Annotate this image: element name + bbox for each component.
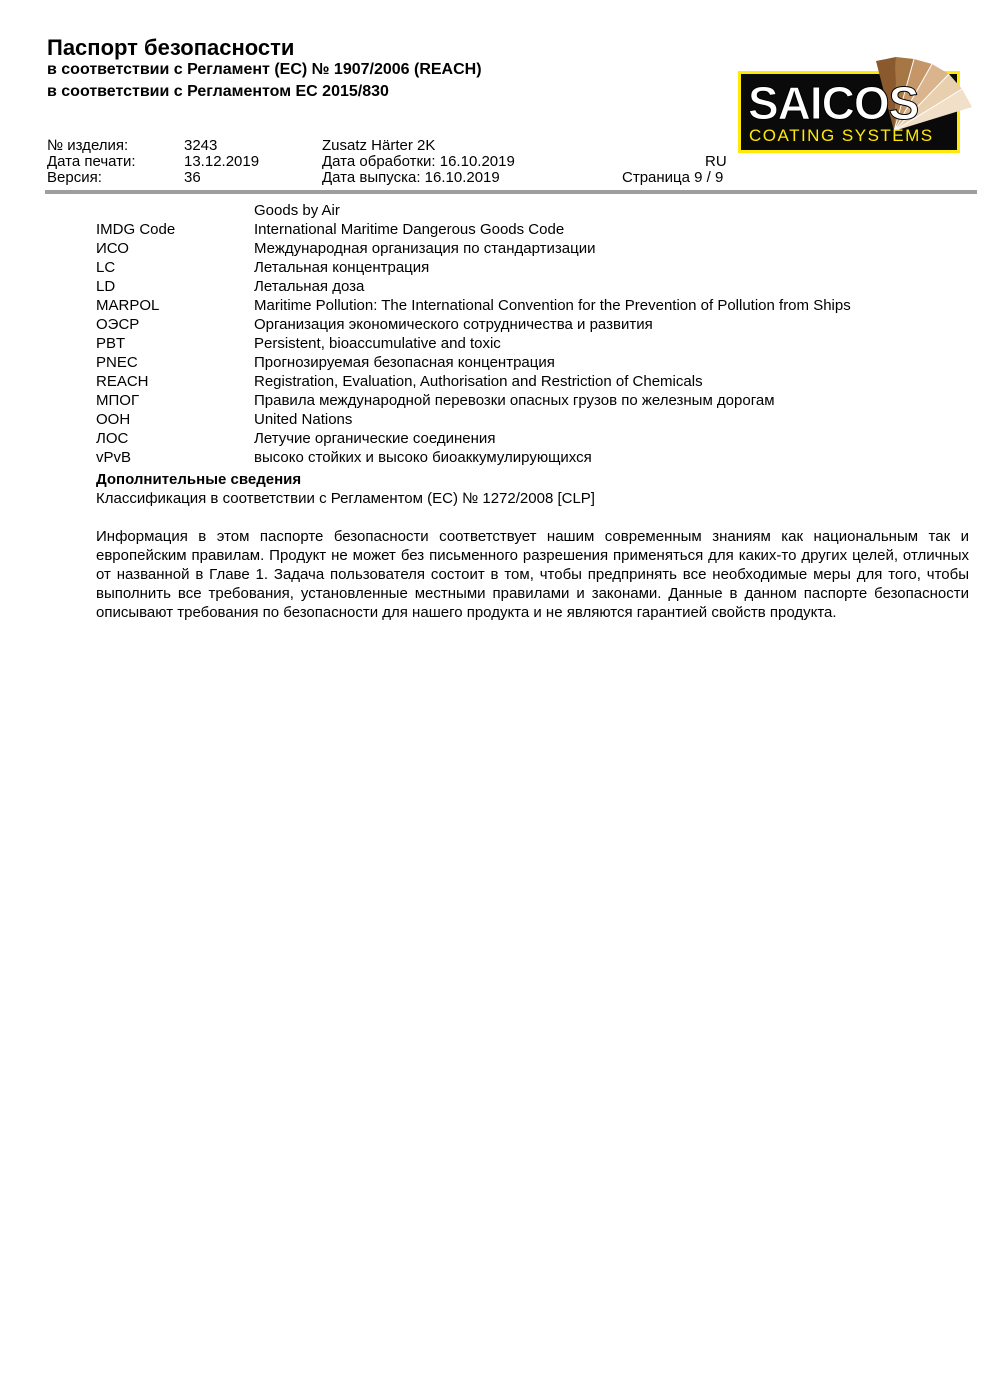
classification-text: Классификация в соответствии с Регламентом (ЕС) № 1272/2008 [CLP] <box>96 490 595 507</box>
header-divider <box>45 190 977 194</box>
print-date-label: Дата печати: <box>47 153 136 170</box>
additional-info-heading: Дополнительные сведения <box>96 471 302 488</box>
document-title: Паспорт безопасности <box>47 35 295 60</box>
page-number: Страница 9 / 9 <box>622 169 724 186</box>
regulation-subtitle-2015: в соответствии с Регламентом ЕС 2015/830 <box>47 83 389 100</box>
item-number-label: № изделия: <box>47 137 129 154</box>
item-number-value: 3243 <box>184 137 218 154</box>
product-name: Zusatz Härter 2K <box>322 137 436 154</box>
version-value: 36 <box>184 169 201 186</box>
saicos-logo <box>736 57 974 155</box>
logo-name: SAICOS <box>748 77 919 129</box>
regulation-subtitle-reach: в соответствии с Регламент (ЕС) № 1907/2006 (REACH) <box>47 61 482 78</box>
logo-tagline: COATING SYSTEMS <box>749 126 934 145</box>
processing-date: Дата обработки: 16.10.2019 <box>322 153 515 170</box>
print-date-value: 13.12.2019 <box>184 153 260 170</box>
language-code: RU <box>705 153 727 170</box>
version-label: Версия: <box>47 169 102 186</box>
disclaimer-paragraph: Информация в этом паспорте безопасности соответствует нашим современным знаниям как национальным так и европейским правилам. Продукт не может без письменного разрешения применяться для каких-то других целей, отличных от названной в Главе 1. Задача пользователя состоит в том, чтобы предпринять все необходимые меры для того, чтобы выполнить все требования, установленные местными правилами и законами. Данные в данном паспорте безопасности описывают требования по безопасности для нашего продукта и не являются гарантией свойств продукта. <box>96 528 969 621</box>
release-date: Дата выпуска: 16.10.2019 <box>322 169 500 186</box>
